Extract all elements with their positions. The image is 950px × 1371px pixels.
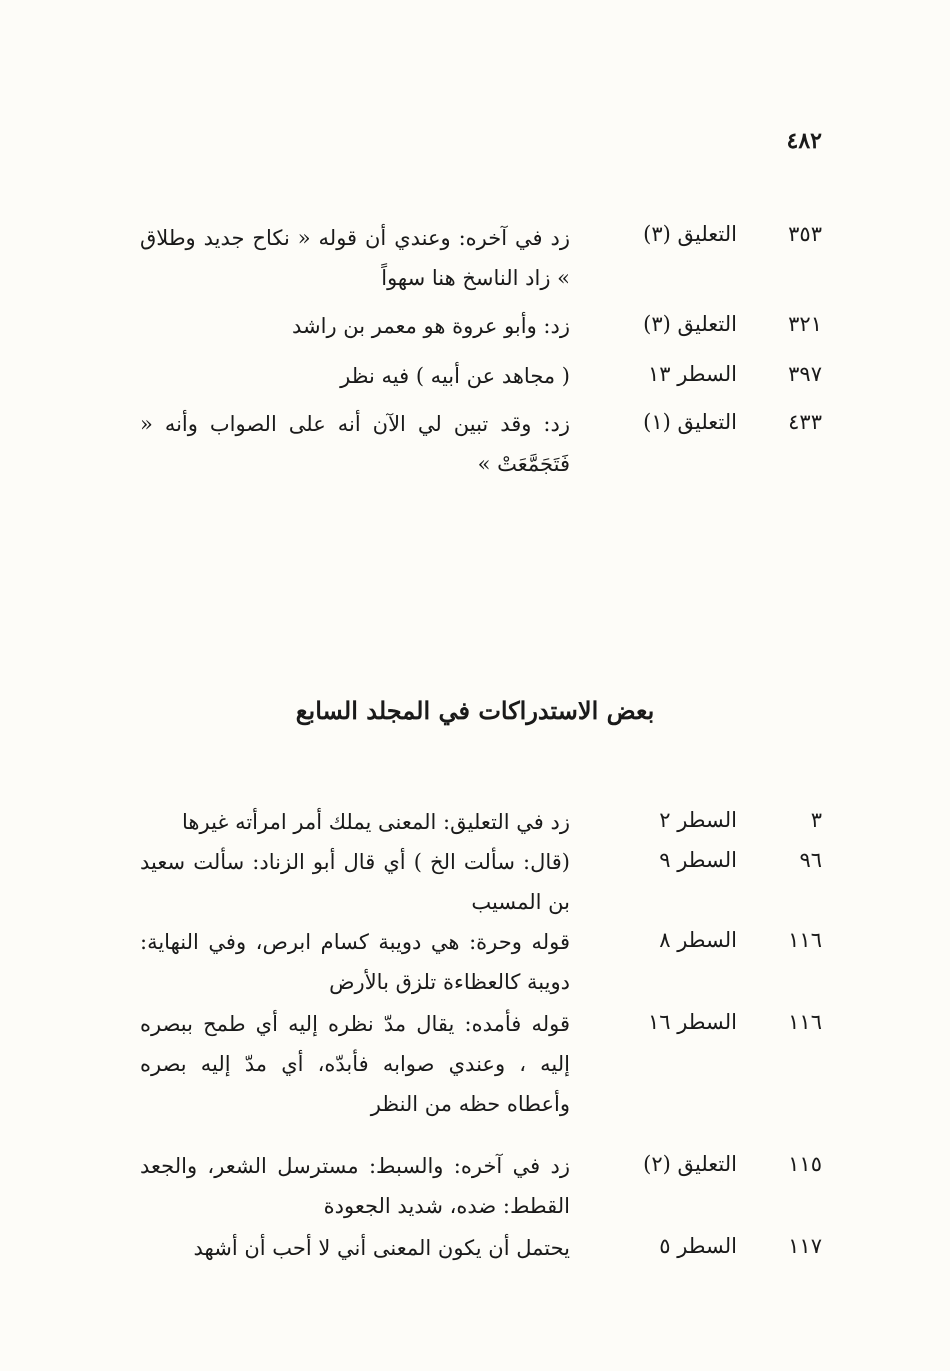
entry-page: ٣٢١ [788, 312, 822, 336]
entry-text: زد في آخره: والسبط: مسترسل الشعر، والجعد القطط: ضده، شديد الجعودة [140, 1154, 570, 1218]
entry-page: ١١٥ [788, 1152, 822, 1176]
section-heading: بعض الاستدراكات في المجلد السابع [295, 696, 655, 725]
entry-location: التعليق (٣) [643, 312, 737, 336]
entry-page: ١١٦ [788, 928, 822, 952]
entry-text: زد: وقد تبين لي الآن أنه على الصواب وأنه « فَتَجَمَّعَتْ » [140, 412, 570, 476]
entry-location: السطر ٥ [659, 1234, 737, 1258]
entry-text: زد في آخره: وعندي أن قوله « نكاح جديد وطلاق » زاد الناسخ هنا سهواً [140, 226, 570, 290]
entry-text: قوله فأمده: يقال مدّ نظره إليه أي طمح ببصره إليه ، وعندي صوابه فأبدّه، أي مدّ إليه بصره وأعطاه حظه من النظر [140, 1012, 570, 1116]
entry-text: (قال: سألت الخ ) أي قال أبو الزناد: سألت سعيد بن المسيب [140, 850, 570, 914]
entry-page: ٩٦ [799, 848, 822, 872]
entry-page: ٤٣٣ [788, 410, 822, 434]
entry-page: ٣٥٣ [788, 222, 822, 246]
entry-location: التعليق (١) [643, 410, 737, 434]
entry-page: ١١٧ [788, 1234, 822, 1258]
entry-text: ( مجاهد عن أبيه ) فيه نظر [340, 364, 570, 388]
entry-location: السطر ٢ [659, 808, 737, 832]
entry-text: يحتمل أن يكون المعنى أني لا أحب أن أشهد [193, 1236, 570, 1260]
entry-page: ٣٩٧ [788, 362, 822, 386]
entry-location: السطر ٨ [659, 928, 737, 952]
entry-page: ٣ [810, 808, 822, 832]
page-number: ٤٨٢ [786, 128, 822, 154]
entry-location: السطر ١٦ [647, 1010, 737, 1034]
entry-text: قوله وحرة: هي دويبة كسام ابرص، وفي النهاية: دويبة كالعظاءة تلزق بالأرض [140, 930, 570, 994]
entry-page: ١١٦ [788, 1010, 822, 1034]
entry-location: السطر ٩ [659, 848, 737, 872]
entry-text: زد في التعليق: المعنى يملك أمر امرأته غيرها [182, 810, 570, 834]
entry-text: زد: وأبو عروة هو معمر بن راشد [291, 314, 570, 338]
entry-location: التعليق (٢) [643, 1152, 737, 1176]
entry-location: السطر ١٣ [647, 362, 737, 386]
entry-location: التعليق (٣) [643, 222, 737, 246]
